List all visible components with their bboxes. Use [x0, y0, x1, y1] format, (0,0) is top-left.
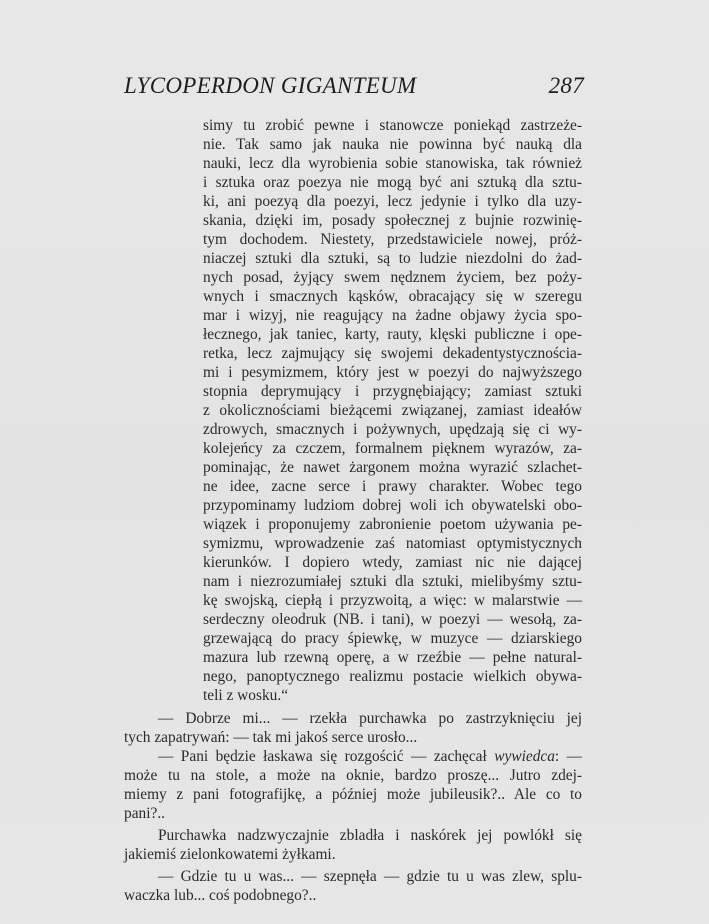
text-line: pani?.. — [124, 805, 166, 822]
text-line: nie. Tak samo jak nauka nie powinna być nauką dla — [203, 136, 582, 153]
text-line: mar i wizyj, nie reagujący na żadne objawy życia spo- — [203, 307, 582, 324]
text-line: tym dochodem. Niestety, przedstawiciele nowej, próż- — [203, 231, 582, 248]
text-line: tych zapatrywań: — tak mi jakoś serce urosło... — [124, 729, 418, 746]
text-line: nam i niezrozumiałej sztuki dla sztuki, mielibyśmy sztu- — [203, 573, 582, 590]
text-line: mi i pesymizmem, który jest w poezyi do najwyższego — [203, 364, 582, 381]
text-line: niaczej sztuki dla sztuki, są to ludzie niezdolni do żad- — [203, 250, 582, 267]
text-line: miemy z pani fotografijkę, a później może jubileusik?.. Ale co to — [124, 786, 582, 803]
text-line: ki, ani poezyą dla poezyi, lecz jedynie i tylko dla uzy- — [203, 193, 582, 210]
text-line: jakiemiś zielonkowatemi żyłkami. — [124, 846, 336, 863]
text-line: nego, panoptycznego realizmu postacie wielkich obywa- — [203, 668, 582, 685]
text-line: kierunków. I dopiero wtedy, zamiast nic nie dającej — [203, 554, 582, 571]
text-line: przypominamy ludziom dobrej woli ich obywatelski obo- — [203, 497, 582, 514]
text-line: zdrowych, smacznych i pożywnych, upędzają się ci wy- — [203, 421, 582, 438]
text-line: kę swojską, ciepłą i przyzwoitą, a więc: w malarstwie — — [203, 592, 582, 609]
text-span: — Pani będzie łaskawa się rozgościć — zachęcał — [158, 748, 495, 765]
text-line: może tu na stole, a może na oknie, bardzo proszę... Jutro zdej- — [124, 767, 582, 784]
text-line: retka, lecz zajmujący się swojemi dekadentystycznościa- — [203, 345, 582, 362]
text-line: nych posad, żyjący swem nędznem życiem, bez poży- — [203, 269, 582, 286]
text-line: — Dobrze mi... — rzekła purchawka po zastrzyknięciu jej — [158, 710, 582, 727]
running-title: LYCOPERDON GIGANTEUM — [124, 73, 417, 98]
text-line: wiązek i proponujemy zabronienie poetom używania pe- — [203, 516, 582, 533]
text-span: : — — [554, 748, 583, 765]
running-head — [124, 73, 584, 103]
text-line: łecznego, jak taniec, karty, rauty, klęski publiczne i ope- — [203, 326, 582, 343]
text-line: nauki, lecz dla wyrobienia sobie stanowiska, tak również — [203, 155, 582, 172]
text-line: grzewającą do pracy śpiewkę, w muzyce — dziarskiego — [203, 630, 582, 647]
text-line: z okolicznościami bieżącemi związanej, zamiast ideałów — [203, 402, 582, 419]
text-line: symizmu, wprowadzenie zaś natomiast optymistycznych — [203, 535, 582, 552]
text-line: — Gdzie tu u was... — szepnęła — gdzie tu u was zlew, splu- — [158, 868, 582, 885]
text-line: teli z wosku.“ — [203, 687, 289, 704]
text-line: serdeczny oleodruk (NB. i tani), w poezyi — wesołą, za- — [203, 611, 582, 628]
italic-word: wywiedca — [494, 748, 555, 765]
text-line: wnych i smacznych kąsków, obracający się w szeregu — [203, 288, 582, 305]
text-line: mazura lub rzewną operę, a w rzeźbie — pełne natural- — [203, 649, 582, 666]
text-line: Purchawka nadzwyczajnie zbladła i naskórek jej powlókł się — [158, 827, 582, 844]
text-line: waczka lub... coś podobnego?.. — [124, 887, 317, 904]
text-line: ne idee, zacne serce i prawy charakter. Wobec tego — [203, 478, 582, 495]
text-line: stopnia deprymujący i przygnębiający; zamiast sztuki — [203, 383, 582, 400]
text-line: kolejeńcy za czczem, formalnem pięknem wyrazów, za- — [203, 440, 582, 457]
text-line: simy tu zrobić pewne i stanowcze poniekąd zastrzeże- — [203, 117, 582, 134]
text-line: skania, dzięki im, posady społecznej z bujnie rozwinię- — [203, 212, 582, 229]
page-number: 287 — [548, 73, 584, 98]
text-line: pominając, że nawet żargonem można wyrazić szlachet- — [203, 459, 582, 476]
text-line: i sztuka oraz poezya nie mogą być ani sztuką dla sztu- — [203, 174, 582, 191]
text-line-with-italic — [158, 747, 582, 766]
